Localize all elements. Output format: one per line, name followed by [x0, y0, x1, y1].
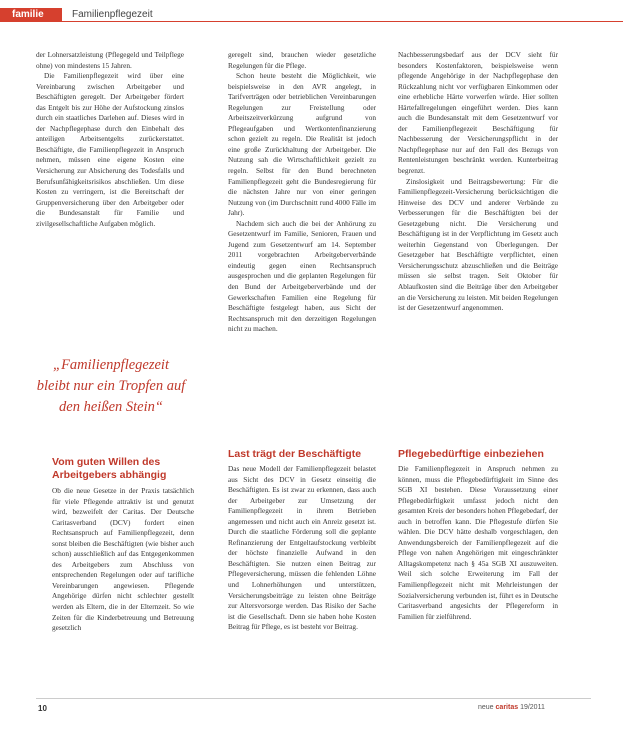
column-1-top: [36, 50, 184, 229]
paragraph: geregelt sind, brauchen wieder gesetzliche Regelungen für die Pflege.: [228, 50, 376, 70]
section-heading: Pflegebedürftige einbeziehen: [398, 448, 544, 460]
footer-rule: [36, 698, 591, 699]
paragraph: Die Familienpflegezeit wird über eine Vereinbarung zwischen Arbeitgeber und Beschäftigten geregelt. Der Arbeitgeber fördert das Entgelt bis zur Höhe der Aufstockung zinslos durch ein staatliches Darlehen auf. Dieses wird in der Nachpflegephase durch den Einbehalt des anteiligen Arbeitsentgelts zurückerstattet. Beschäftigte, die Familienpflegezeit in Anspruch nehmen, müssen eine eigene Kosten eine Versicherung zur Absicherung des Todesfalls und Berufsunfähigkeitsrisikos abschließen. Um diese Kosten zu verringern, ist die Bereitschaft der Gruppenversicherung über den Arbeitgeber oder die Bundesanstalt für Familie und zivilgesellschaftliche Aufgaben möglich.: [36, 71, 184, 228]
page-number: 10: [38, 704, 47, 713]
section-body: [398, 464, 558, 622]
section-heading: Last trägt der Beschäftigte: [228, 448, 362, 460]
paragraph: Schon heute besteht die Möglichkeit, wie beispielsweise in den AVR angelegt, in Tarifverträgen oder betrieblichen Vereinbarungen Regelungen zur Freistellung oder Arbeitszeitverkürzung aufgrund von Pflegeaufgaben und Wertkontenfinanzierung schon gezielt zu regeln. Die Realität ist jedoch eine große Zurückhaltung der Arbeitgeber. Die Nutzung sah die Wirtschaftlichkeit gezielt zu regeln. Selbst für den Bund berechneten Familienpflegezeit geht die Bundesregierung für die nächsten Jahre nur von einer geringen Nutzung von (im Durchschnitt rund 4000 Fälle im Jahr).: [228, 71, 376, 218]
section-title: Familienpflegezeit: [72, 9, 153, 20]
pull-quote: „Familienpflegezeit bleibt nur ein Tropfen auf den heißen Stein“: [36, 357, 186, 415]
section-body: [228, 464, 376, 633]
paragraph: Das neue Modell der Familienpflegezeit belastet aus Sicht des DCV in Gesetz einseitig die Beschäftigten. Es ist zwar zu erkennen, dass auch der Arbeitgeber zur Umsetzung der Familienpflegezeit in ihrem Betrieben angemessen und nicht auch ein Anreiz gesetzt ist. Durch die staatliche Förderung soll die geplante Refinanzierung der Entgeltaufstockung verbleibt der höchste finanzielle Aufwand in den Beschäftigten. Sie nutzen einen Beitrag zur Pflegeversicherung, müssen die fehlenden Löhne und Lohnerhöhungen und unterstützen, Versicherungsbeiträge zu leisten ohne Beiträge zur Altersvorsorge werden. Das Risiko der Sache ist die Gesellschaft. Denn sie haben hohe Kosten Beitrag für Pflege, es ist besteht vor Beitrag.: [228, 464, 376, 632]
section-body: [52, 486, 194, 634]
magazine-issue: 19/2011: [520, 704, 545, 711]
paragraph: Nachbesserungsbedarf aus der DCV sieht für besonders Kostenfaktoren, beispielsweise wenn pflegende Angehörige in der Nachpflegephase den Rückzahlung nicht vor verfügbaren Einkommen oder eine erhebliche Härte vorwerfen würde. Hier sollten Härtefallregelungen eingeführt werden. Dies kann auch die Bundesanstalt mit dem Gesetzentwurf vor der Familienpflegezeit Beschäftigung für Nachbesserung der Versicherungspflicht in der Nachpflegephase nur auf den Fall des Bezugs von Rentenleistungen beschränkt werden. Kunterbeitrag begrenzt.: [398, 50, 558, 176]
column-3-top: [398, 50, 558, 314]
magazine-credit: [478, 704, 545, 711]
paragraph: Ob die neue Gesetze in der Praxis tatsächlich für viele Pflegende attraktiv ist und genutzt wird, bezweifelt der Caritas. Der Deutsche Caritasverband (DCV) fordert einen Rechtsanspruch auf Familienpflegezeit, denn sonst bleiben die Beschäftigten (wie bisher auch schon) ausschließlich auf das Entgegenkommen des Arbeitgebers zum Abschluss von entsprechenden Regelungen oder auf tarifliche Vereinbarungen angewiesen. Pflegende Angehörige dürfen nicht schlechter gestellt werden als Eltern, die in der Elternzeit. So wie Zeiten für die Kinderbetreuung und Betreuung gesetzlich: [52, 486, 194, 633]
paragraph: Zinslosigkeit und Beitragsbewertung: Für die Familienpflegezeit-Versicherung berücksichtigen die Hinweise des DCV und anderer Verbände zu Verbesserungen für die Beschäftigten bei der Gesetzgebung nicht. Die Versicherung und Beschäftigung ist in der Verpflichtung im Gesetz auch weiterhin Gegenstand von Überlegungen. Der Gesetzgeber hat Beschäftigte verpflichtet, einen Versicherungsschutz abzuschließen und die Beiträge müssen sie selbst tragen. Seit Oktober für Ablaufkosten sind die Beiträge über den Arbeitgeber an die Versicherung zu leisten. Mit beiden Regelungen ist der Gesetzentwurf angenommen.: [398, 176, 558, 313]
section-tag: familie: [0, 8, 62, 22]
column-2-top: [228, 50, 376, 335]
section-heading: Vom guten Willen des Arbeitgebers abhängig: [52, 456, 167, 481]
paragraph: Nachdem sich auch die bei der Anhörung zu Gesetzentwurf im Familie, Senioren, Frauen und Jugend zum Gesetzentwurf am 14. September 2011 vorgebrachten Arbeitgeberverbände eindeutig gegen einen Rechtsanspruch ausgesprochen und die geplanten Regelungen für den Bund der Arbeitgeberverbände und der Gewerkschaften Familien eine Regelung für Beschäftigte festgelegt haben, aus Sicht der Rechtsanspruch mit den derzeitigen Regelungen nicht zu machen.: [228, 218, 376, 334]
paragraph: Die Familienpflegezeit in Anspruch nehmen zu können, muss die Pflegebedürftigkeit im Sinne des SGB XI bestehen. Diese Voraussetzung einer Pflegebedürftigkeit umfasst jedoch nicht den gesamten Kreis der besonders hohen Pflegebedarf, der auch in betroffen kann. Die Pflegestufe dürfen Sie wählen. Die DCV hätte deshalb vorgeschlagen, den Anwendungsbereich der Familienpflegezeit auf die Pflege von nahen Angehörigen mit eingeschränkter Alltagskompetenz nach § 45a SGB XI auszuweiten. Weil sich solche Erweiterung im Fall der Familienpflegezeit nicht mit Mehrleistungen der Sozialversicherung verbunden ist, führt es in Deutsche Caritasverband angesichts der Pflegereform in Familien für zielführend.: [398, 464, 558, 621]
page-header: [0, 0, 623, 26]
magazine-name: caritas: [495, 704, 519, 711]
paragraph: der Lohnersatzleistung (Pflegegeld und Teilpflege ohne) von mindestens 15 Jahren.: [36, 50, 184, 70]
magazine-prefix: neue: [478, 704, 494, 711]
